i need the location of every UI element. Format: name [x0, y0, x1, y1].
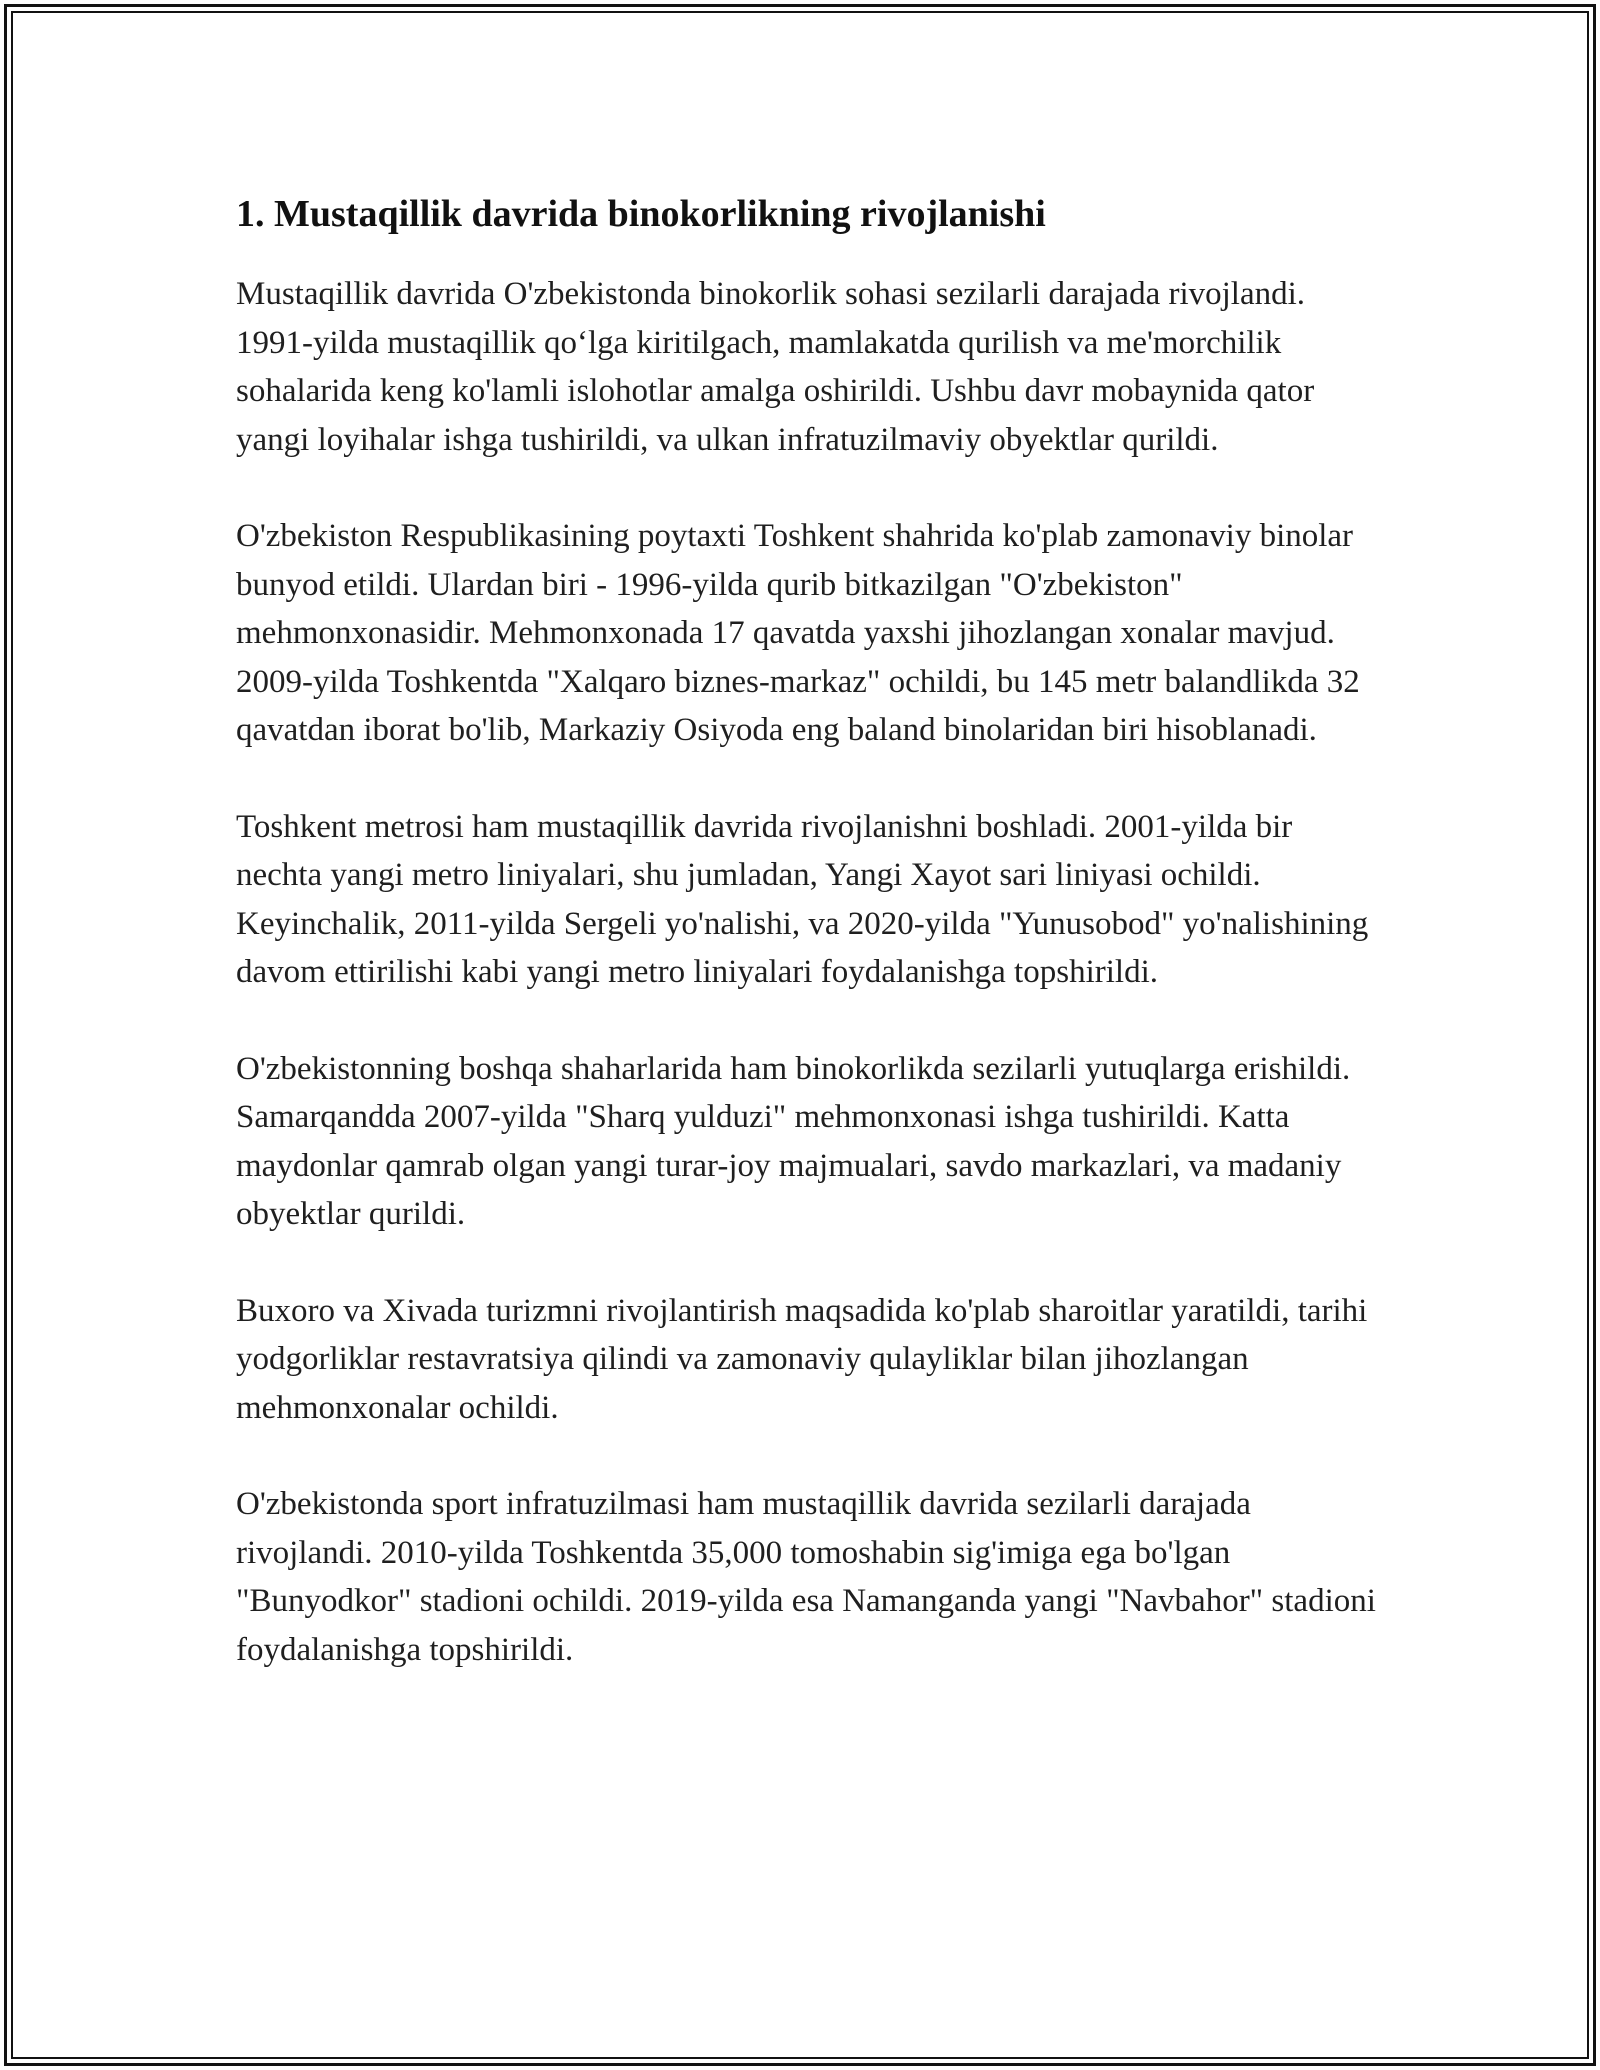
paragraph-sport-infrastructure: O'zbekistonda sport infratuzilmasi ham mustaqillik davrida sezilarli darajada rivojlandi. 2010-yilda Toshkentda 35,000 tomoshabin sig'imiga ega bo'lgan "Bunyodkor" stadioni ochildi. 2019-yilda esa Namanganda yangi "Navbahor" stadioni foydalanishga topshirildi. [236, 1486, 1376, 1668]
paragraph-tashkent-metro: Toshkent metrosi ham mustaqillik davrida rivojlanishni boshladi. 2001-yilda bir nechta yangi metro liniyalari, shu jumladan, Yangi Xayot sari liniyasi ochildi. Keyinchalik, 2011-yilda Sergeli yo'nalishi, va 2020-yilda "Yunusobod" yo'nalishining davom ettirilishi kabi yangi metro liniyalari foydalanishga topshirildi. [236, 808, 1369, 990]
paragraph-intro: Mustaqillik davrida O'zbekistonda binokorlik sohasi sezilarli darajada rivojlandi. 1991-yilda mustaqillik qo‘lga kiritilgach, mamlakatda qurilish va me'morchilik sohalarida keng ko'lamli islohotlar amalga oshirildi. Ushbu davr mobaynida qator yangi loyihalar ishga tushirildi, va ulkan infratuzilmaviy obyektlar qurildi. [236, 276, 1315, 458]
paragraph-other-cities: O'zbekistonning boshqa shaharlarida ham binokorlikda sezilarli yutuqlarga erishildi. Samarqandda 2007-yilda "Sharq yulduzi" mehmonxonasi ishga tushirildi. Katta maydonlar qamrab olgan yangi turar-joy majmualari, savdo markazlari, va madaniy obyektlar qurildi. [236, 1050, 1351, 1232]
paragraph-tashkent-buildings: O'zbekiston Respublikasining poytaxti Toshkent shahrida ko'plab zamonaviy binolar bunyod etildi. Ulardan biri - 1996-yilda qurib bitkazilgan "O'zbekiston" mehmonxonasidir. Mehmonxonada 17 qavatda yaxshi jihozlangan xonalar mavjud. 2009-yilda Toshkentda "Xalqaro biznes-markaz" ochildi, bu 145 metr balandlikda 32 qavatdan iborat bo'lib, Markaziy Osiyoda eng baland binolaridan biri hisoblanadi. [236, 518, 1360, 748]
paragraph-bukhara-khiva: Buxoro va Xivada turizmni rivojlantirish maqsadida ko'plab sharoitlar yaratildi, tarihi yodgorliklar restavratsiya qilindi va zamonaviy qulayliklar bilan jihozlangan mehmonxonalar ochildi. [236, 1292, 1368, 1426]
section-heading: 1. Mustaqillik davrida binokorlikning rivojlanishi [236, 193, 1046, 235]
document-body [236, 186, 1376, 1722]
